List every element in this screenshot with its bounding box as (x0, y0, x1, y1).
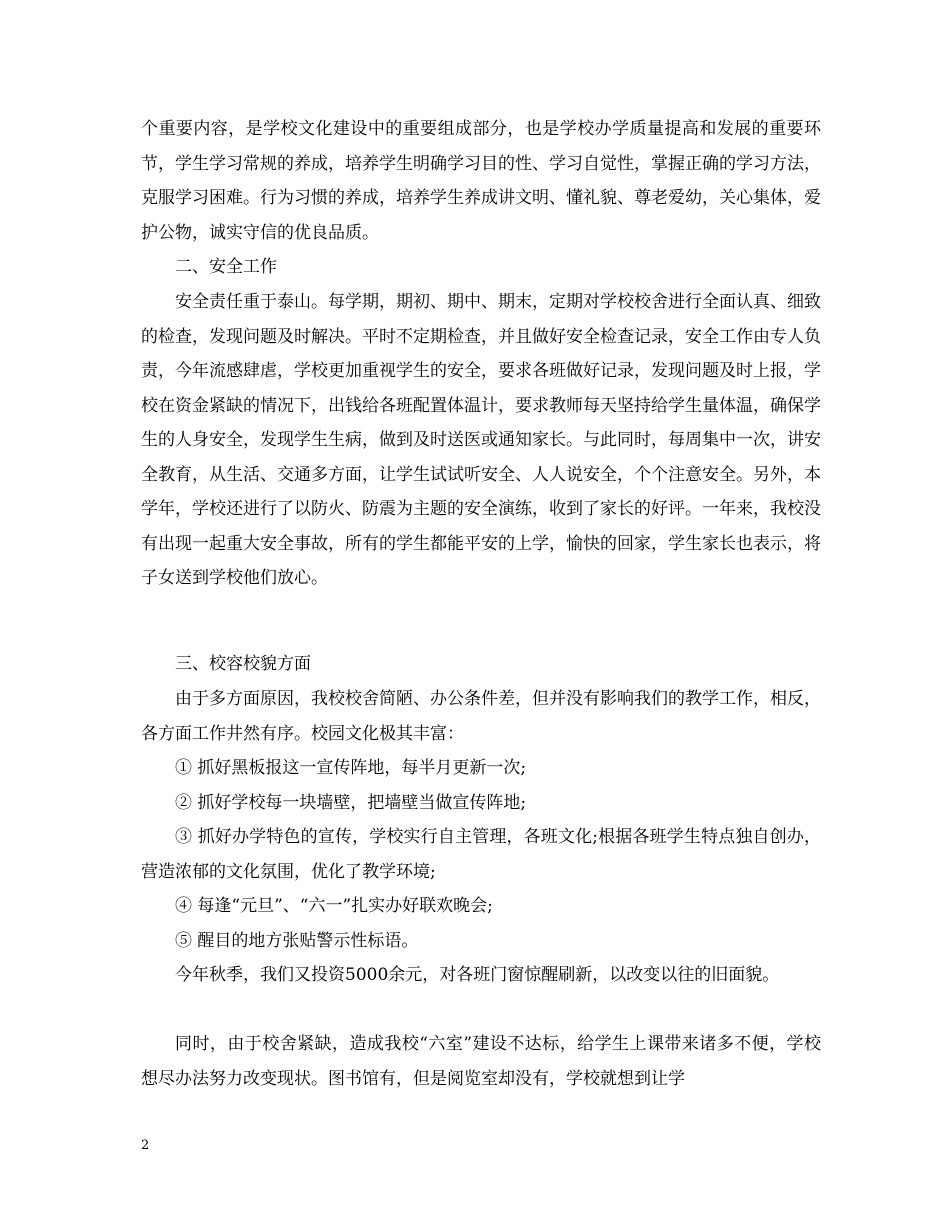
list-item-4: ④ 每逢“元旦”、“六一”扎实办好联欢晚会; (175, 896, 493, 916)
heading-campus: 三、校容校貌方面 (175, 654, 311, 674)
paragraph-autumn: 今年秋季，我们又投资5000余元，对各班门窗惊醒刷新，以改变以往的旧面貌。 (175, 965, 780, 985)
heading-safety: 二、安全工作 (175, 257, 277, 277)
list-item-2: ② 抓好学校每一块墙壁，把墙壁当做宣传阵地; (175, 793, 527, 813)
page-number: 2 (141, 1138, 150, 1153)
list-item-3: ③ 抓好办学特色的宣传，学校实行自主管理，各班文化;根据各班学生特点独自创办，营造浓郁的文化氛围，优化了教学环境; (141, 827, 821, 882)
paragraph-campus: 由于多方面原因，我校校舍简陋、办公条件差，但并没有影响我们的教学工作，相反，各方面工作井然有序。校园文化极其丰富： (141, 689, 821, 744)
list-item-5: ⑤ 醒目的地方张贴警示性标语。 (175, 931, 419, 951)
paragraph-rooms: 同时，由于校舍紧缺，造成我校“六室”建设不达标，给学生上课带来诸多不便，学校想尽办法努力改变现状。图书馆有，但是阅览室却没有，学校就想到让学 (141, 1034, 821, 1089)
list-item-1: ① 抓好黑板报这一宣传阵地，每半月更新一次; (175, 758, 527, 778)
paragraph-intro: 个重要内容，是学校文化建设中的重要组成部分，也是学校办学质量提高和发展的重要环节，学生学习常规的养成，培养学生明确学习目的性、学习自觉性，掌握正确的学习方法，克服学习困难。行为习惯的养成，培养学生养成讲文明、懂礼貌、尊老爱幼，关心集体，爱护公物，诚实守信的优良品质。 (141, 119, 821, 243)
paragraph-safety: 安全责任重于泰山。每学期，期初、期中、期末，定期对学校校舍进行全面认真、细致的检查，发现问题及时解决。平时不定期检查，并且做好安全检查记录，安全工作由专人负责，今年流感肆虐，学校更加重视学生的安全，要求各班做好记录，发现问题及时上报，学校在资金紧缺的情况下，出钱给各班配置体温计，要求教师每天坚持给学生量体温，确保学生的人身安全，发现学生生病，做到及时送医或通知家长。与此同时，每周集中一次，讲安全教育，从生活、交通多方面，让学生试试听安全、人人说安全，个个注意安全。另外，本学年，学校还进行了以防火、防震为主题的安全演练，收到了家长的好评。一年来，我校没有出现一起重大安全事故，所有的学生都能平安的上学，愉快的回家，学生家长也表示，将子女送到学校他们放心。 (141, 292, 821, 588)
